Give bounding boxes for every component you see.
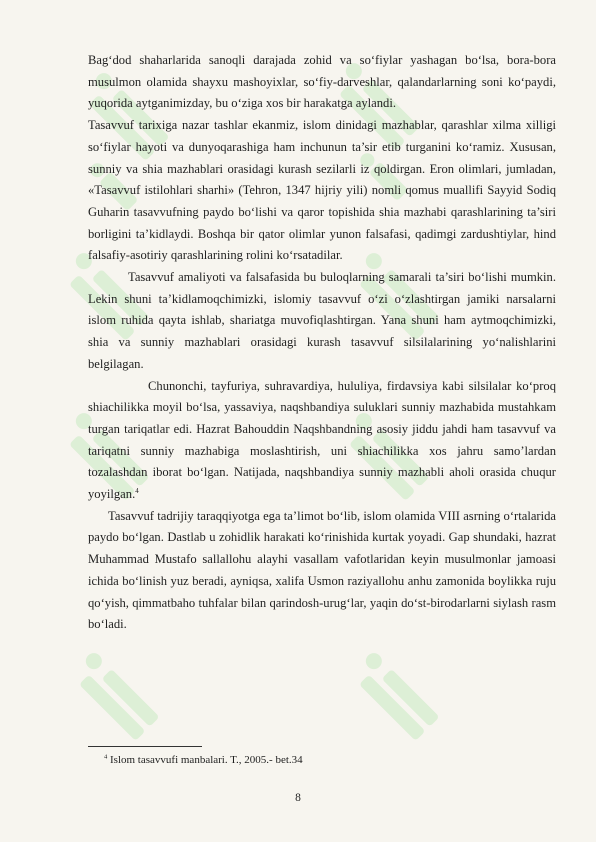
body-text: [88, 50, 556, 636]
paragraph: Tasavvuf tadrijiy taraqqiyotga ega ta’limot bo‘lib, islom olamida VIII asrning o‘rtalarida paydo bo‘lgan. Dastlab u zohidlik harakati ko‘rinishida kurtak yoyadi. Gap shundaki, hazrat Muhammad Mustafo sallallohu alayhi vasallam vafotlaridan keyin musulmonlar jamoasi ichida bo‘linish yuz beradi, ayniqsa, xalifa Usmon raziyallohu anhu zamonida boylikka ruju qo‘yish, qimmatbaho tuhfalar bilan qarindosh-urug‘lar, yaqin do‘st-birodarlarni siylash rasm bo‘ladi.: [88, 508, 556, 632]
footnote-text: Islom tasavvufi manbalari. T., 2005.- bet.34: [110, 754, 303, 766]
watermark-logo-icon: [69, 650, 160, 741]
footnote-separator: [88, 746, 202, 747]
paragraph: Tasavvuf amaliyoti va falsafasida bu buloqlarning samarali ta’siri bo‘lishi mumkin. Lekin shuni ta’kidlamoqchimizki, islomiy tasavvuf o‘zi o‘zlashtirgan jamiki narsalarni islom ruhida qayta ishlab, shariatga muvofiqlashtirgan. Yana shuni ham aytmoqchimizki, shia va sunniy mazhablari orasidagi kurash tasavvuf silsilalarining yo‘nalishlarini belgilagan.: [88, 270, 556, 371]
page-number: 8: [295, 792, 301, 804]
footnote-reference[interactable]: 4: [135, 486, 139, 495]
watermark-logo-icon: [349, 650, 440, 741]
paragraph: [88, 376, 556, 506]
paragraph: Tasavvuf tarixiga nazar tashlar ekanmiz, islom dinidagi mazhablar, qarashlar xilma xilligi so‘fiylar hayoti va dunyoqarashiga ham inchunun ta’sir etib turganini ko‘ramiz. Xususan, sunniy va shia mazhablari orasidagi kurash sezilarli iz qoldirgan. Eron olimlari, jumladan, «Tasavvuf istilohlari sharhi» (Tehron, 1347 hijriy yili) nomli qomus muallifi Sayyid Sodiq Guharin tasavvufning paydo bo‘lishi va qaror topishida shia mazhabi qarashlarining ta’siri borligini ta’kidlaydi. Boshqa bir qator olimlar yunon falsafasi, qadimgi zardushtiylar, hind falsafiy-asotiriy qarashlarining rolini ko‘rsatadilar.: [88, 118, 556, 263]
footnote: [104, 753, 303, 767]
paragraph: Bag‘dod shaharlarida sanoqli darajada zohid va so‘fiylar yashagan bo‘lsa, bora-bora musulmon olamida shayxu mashoyixlar, so‘fiy-darveshlar, qalandarlarning soni ko‘paydi, yuqorida aytganimizday, bu o‘ziga xos bir harakatga aylandi.: [88, 53, 556, 111]
footnote-number: 4: [104, 753, 108, 761]
paragraph-text: Chunonchi, tayfuriya, suhravardiya, hululiya, firdavsiya kabi silsilalar ko‘proq shiachilikka moyil bo‘lsa, yassaviya, naqshbandiya suluklari sunniy mazhabida mustahkam turgan tariqatlar edi. Hazrat Bahouddin Naqshbandning asosiy jiddu jahdi ham tasavvuf va tariqatni sunniy mazhabiga moslashtirish, uni shiachilikka xos jahru samo’lardan tozalashdan iborat bo‘lgan. Natijada, naqshbandiya sunniy mazhabli aholi orasida chuqur yoyilgan.: [88, 378, 556, 502]
